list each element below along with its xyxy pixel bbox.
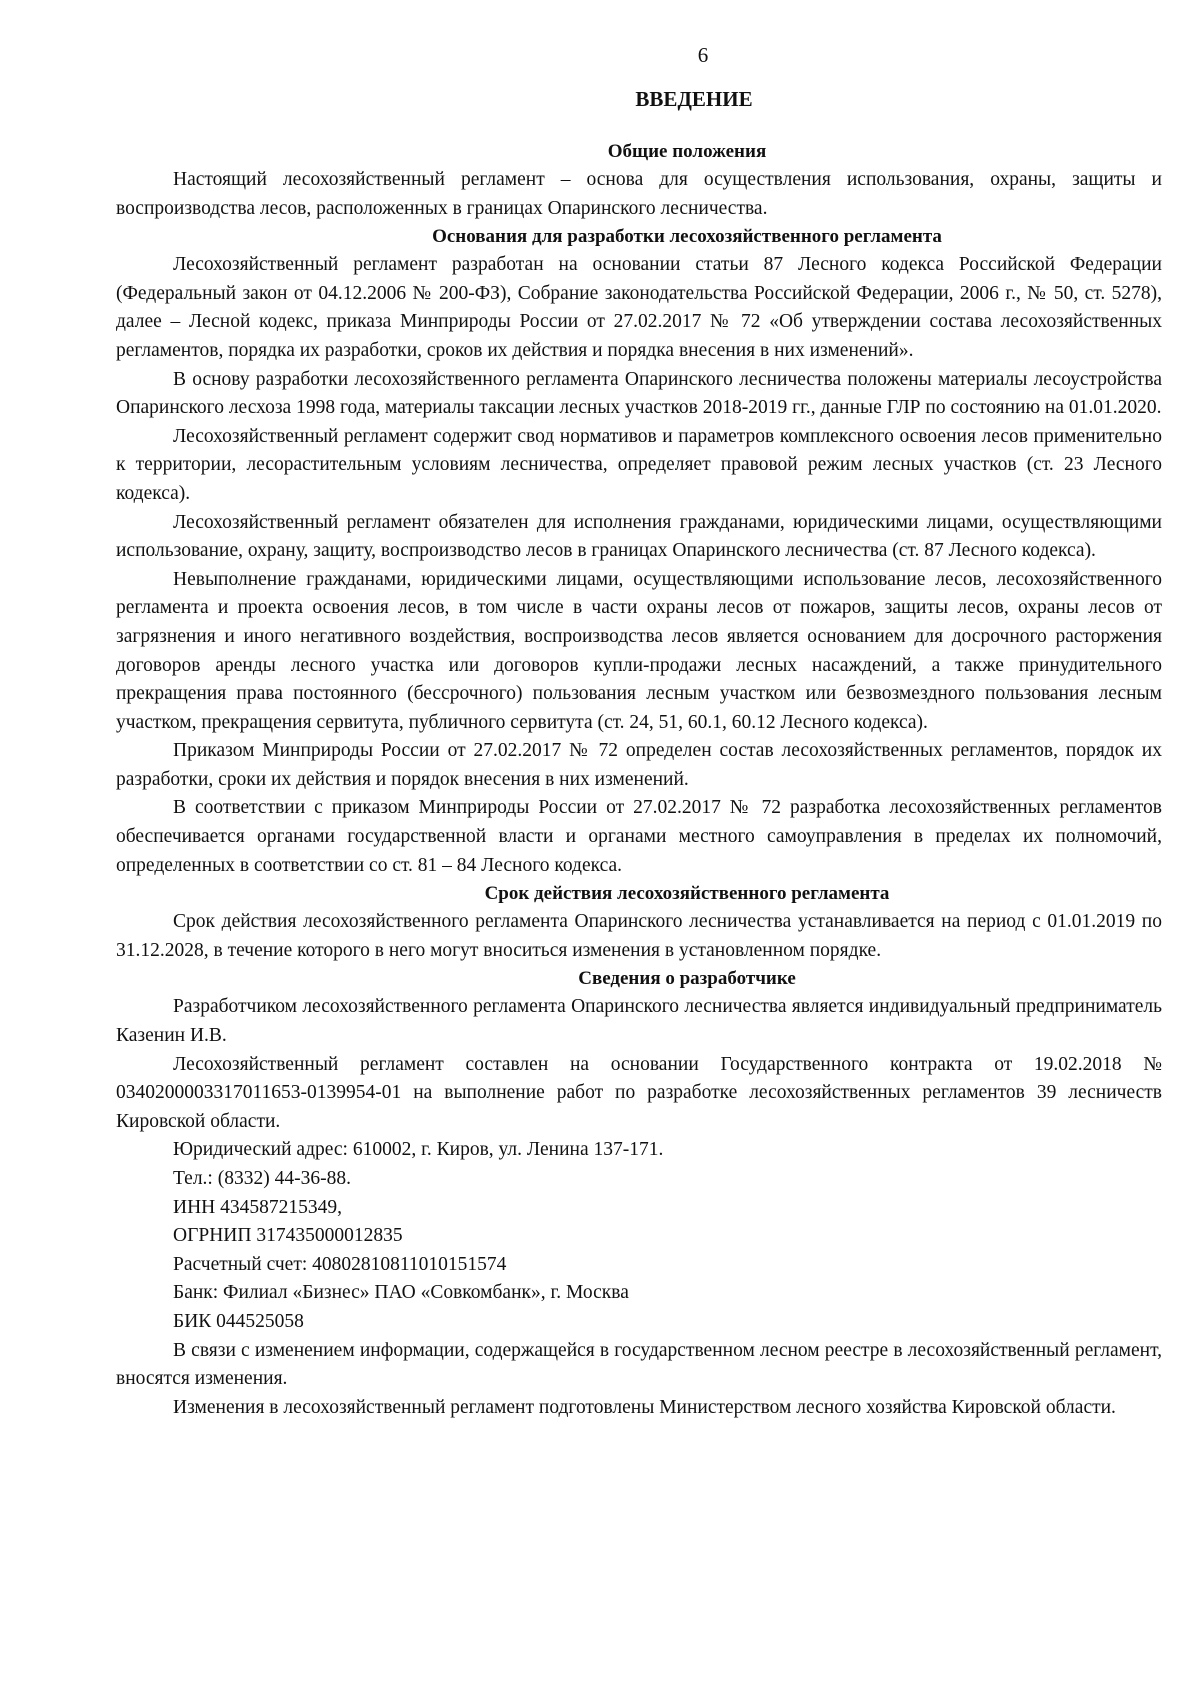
section-developer xyxy=(116,965,1162,1422)
paragraph: Настоящий лесохозяйственный регламент – основа для осуществления использования, охраны, защиты и воспроизводства лесов, расположенных в границах Опаринского лесничества. xyxy=(116,169,1162,219)
page-title: ВВЕДЕНИЕ xyxy=(635,87,753,111)
section-heading: Сведения о разработчике xyxy=(578,968,796,990)
section-heading: Срок действия лесохозяйственного регламента xyxy=(484,883,890,905)
paragraph: В соответствии с приказом Минприроды России от 27.02.2017 № 72 разработка лесохозяйственных регламентов обеспечивается органами государственной власти и органами местного самоуправления в пределах их полномочий, определенных в соответствии со ст. 81 – 84 Лесного кодекса. xyxy=(116,797,1162,876)
inn: ИНН 434587215349, xyxy=(173,1196,342,1218)
paragraph: В основу разработки лесохозяйственного регламента Опаринского лесничества положены материалы лесоустройства Опаринского лесхоза 1998 года, материалы таксации лесных участков 2018-2019 гг., данные ГЛР по состоянию на 01.01.2020. xyxy=(116,368,1162,419)
bik: БИК 044525058 xyxy=(173,1310,304,1332)
bank-account: Расчетный счет: 40802810811010151574 xyxy=(173,1253,507,1275)
paragraph: Приказом Минприроды России от 27.02.2017 № 72 определен состав лесохозяйственных регламентов, порядок их разработки, сроки их действия и порядок внесения в них изменений. xyxy=(116,740,1162,790)
paragraph: Невыполнение гражданами, юридическими лицами, осуществляющими использование лесов, лесохозяйственного регламента и проекта освоения лесов, в том числе в части охраны лесов от пожаров, защиты лесов, охраны лесов от загрязнения и иного негативного воздействия, воспроизводства лесов является основанием для досрочного расторжения договоров аренды лесного участка или договоров купли-продажи лесных насаждений, а также принудительного прекращения права постоянного (бессрочного) пользования лесным участком или безвозмездного пользования лесным участком, прекращения сервитута, публичного сервитута (ст. 24, 51, 60.1, 60.12 Лесного кодекса). xyxy=(116,568,1162,733)
paragraph: Срок действия лесохозяйственного регламента Опаринского лесничества устанавливается на период с 01.01.2019 по 31.12.2028, в течение которого в него могут вноситься изменения в установленном порядке. xyxy=(116,911,1162,961)
ogrnip: ОГРНИП 317435000012835 xyxy=(173,1225,403,1247)
document-page xyxy=(116,40,1162,1422)
legal-address: Юридический адрес: 610002, г. Киров, ул. Ленина 137-171. xyxy=(173,1139,664,1161)
section-general xyxy=(116,138,1162,223)
section-term xyxy=(116,880,1162,965)
page-number: 6 xyxy=(697,43,709,67)
paragraph: Разработчиком лесохозяйственного регламента Опаринского лесничества является индивидуальный предприниматель Казенин И.В. xyxy=(116,996,1162,1047)
section-heading: Основания для разработки лесохозяйственного регламента xyxy=(432,226,942,248)
phone: Тел.: (8332) 44-36-88. xyxy=(173,1168,351,1189)
paragraph: В связи с изменением информации, содержащейся в государственном лесном реестре в лесохозяйственный регламент, вносятся изменения. xyxy=(116,1339,1162,1390)
section-grounds xyxy=(116,223,1162,880)
paragraph: Лесохозяйственный регламент разработан на основании статьи 87 Лесного кодекса Российской Федерации (Федеральный закон от 04.12.2006 № 200-ФЗ), Собрание законодательства Российской Федерации, 2006 г., № 50, ст. 5278), далее – Лесной кодекс, приказа Минприроды России от 27.02.2017 № 72 «Об утверждении состава лесохозяйственных регламентов, порядка их разработки, сроков их действия и порядка внесения в них изменений». xyxy=(116,254,1162,361)
bank-name: Банк: Филиал «Бизнес» ПАО «Совкомбанк», г. Москва xyxy=(173,1282,629,1304)
paragraph: Лесохозяйственный регламент обязателен для исполнения гражданами, юридическими лицами, осуществляющими использование, охрану, защиту, воспроизводство лесов в границах Опаринского лесничества (ст. 87 Лесного кодекса). xyxy=(116,511,1162,562)
paragraph: Лесохозяйственный регламент составлен на основании Государственного контракта от 19.02.2018 № 0340200003317011653-0139954-01 на выполнение работ по разработке лесохозяйственных регламентов 39 лесничеств Кировской области. xyxy=(116,1053,1162,1132)
paragraph: Изменения в лесохозяйственный регламент подготовлены Министерством лесного хозяйства Кировской области. xyxy=(173,1396,1116,1418)
section-heading: Общие положения xyxy=(607,141,767,162)
paragraph: Лесохозяйственный регламент содержит свод нормативов и параметров комплексного освоения лесов применительно к территории, лесорастительным условиям лесничества, определяет правовой режим лесных участков (ст. 23 Лесного кодекса). xyxy=(116,425,1162,504)
